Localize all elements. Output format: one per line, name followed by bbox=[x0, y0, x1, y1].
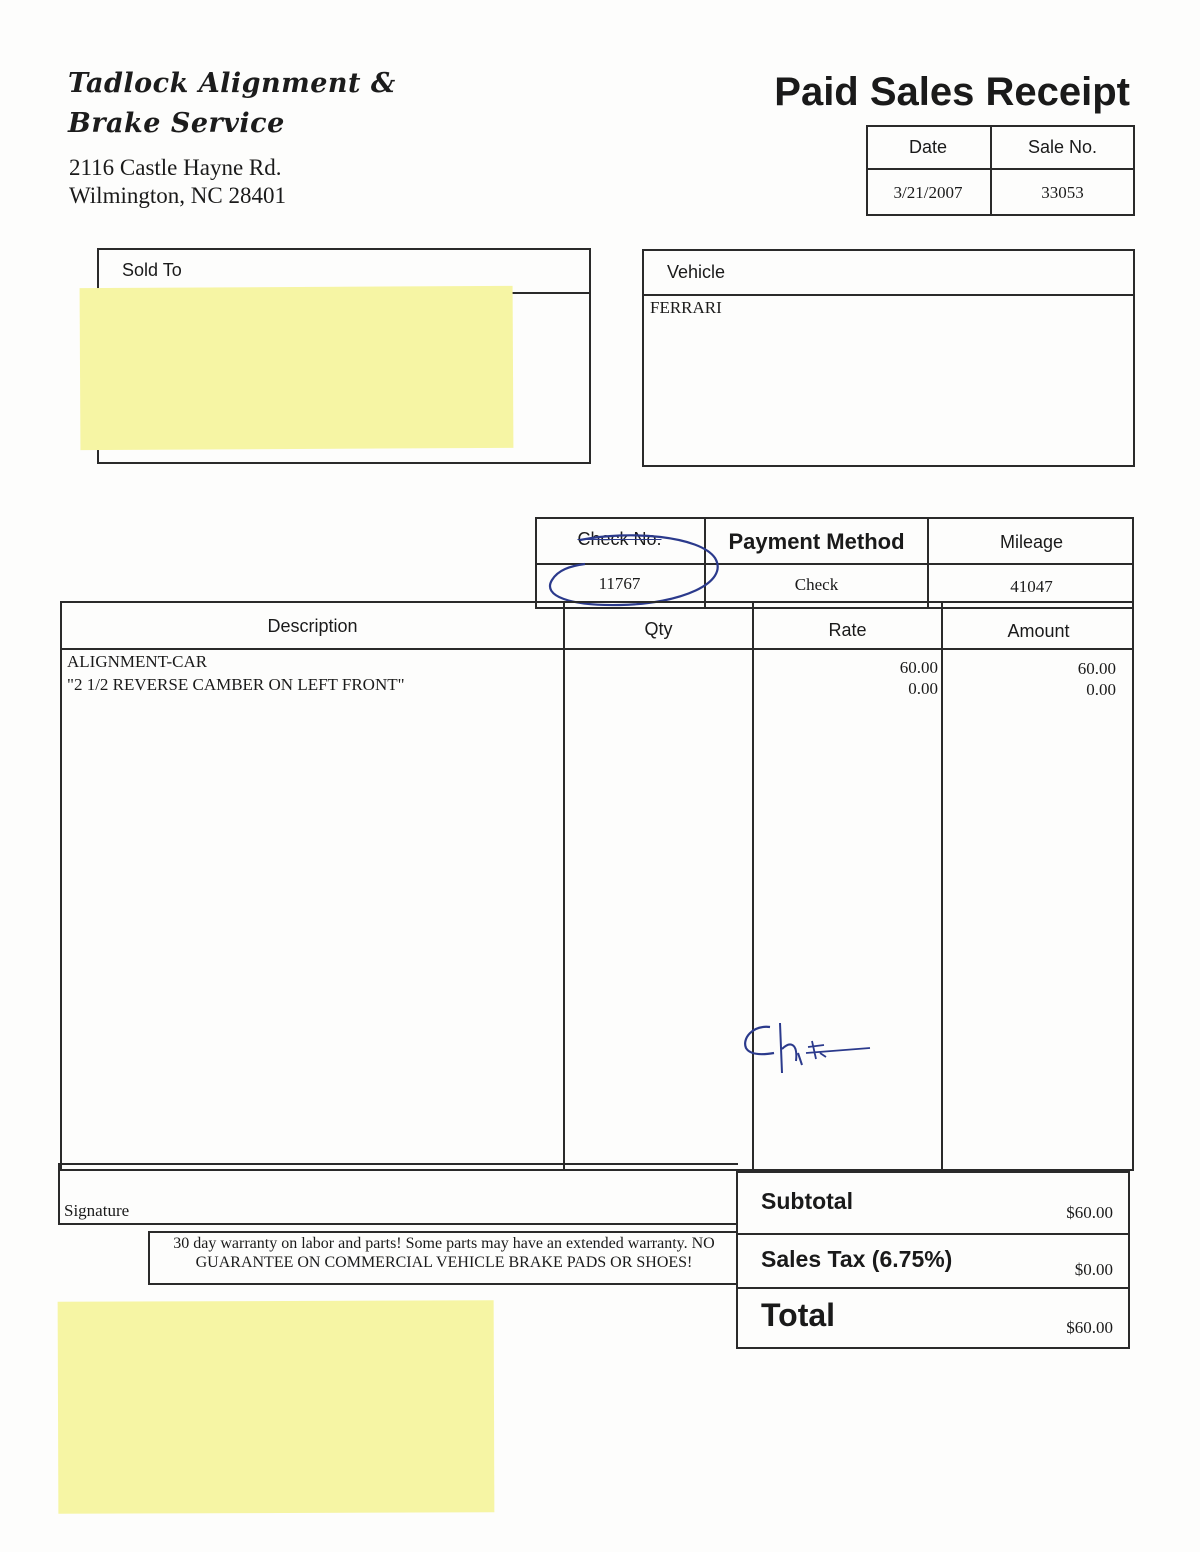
company-name bbox=[68, 64, 548, 144]
item-rate-col bbox=[754, 657, 938, 699]
vehicle-label: Vehicle bbox=[667, 262, 726, 282]
address-line1: 2116 Castle Hayne Rd. bbox=[69, 155, 282, 180]
item-description: "2 1/2 REVERSE CAMBER ON LEFT FRONT" bbox=[67, 675, 405, 694]
company-name-line1: Tadlock Alignment & bbox=[68, 68, 396, 99]
total-value: $60.00 bbox=[1066, 1318, 1113, 1337]
check-no-label: Check No. bbox=[577, 529, 662, 549]
payment-method-label: Payment Method bbox=[728, 529, 905, 554]
payment-method-value: Check bbox=[794, 575, 839, 594]
qty-header: Qty bbox=[644, 619, 673, 639]
divider bbox=[736, 1233, 1130, 1235]
sale-no-value: 33053 bbox=[1041, 183, 1084, 202]
rate-header: Rate bbox=[828, 620, 867, 640]
item-amount: 0.00 bbox=[1086, 680, 1116, 699]
date-label: Date bbox=[908, 137, 948, 157]
handwritten-initials bbox=[740, 1015, 875, 1080]
signature-label: Signature bbox=[64, 1201, 130, 1220]
item-amount: 60.00 bbox=[1077, 659, 1116, 678]
company-address bbox=[69, 154, 286, 210]
signature-box bbox=[58, 1163, 738, 1225]
total-label: Total bbox=[761, 1297, 836, 1333]
date-value: 3/21/2007 bbox=[893, 183, 963, 202]
check-no-value: 11767 bbox=[598, 574, 641, 593]
subtotal-value: $60.00 bbox=[1066, 1203, 1113, 1222]
warranty-box bbox=[148, 1231, 738, 1285]
subtotal-label: Subtotal bbox=[761, 1188, 853, 1214]
company-name-line2: Brake Service bbox=[68, 108, 285, 139]
divider bbox=[563, 601, 565, 1171]
divider bbox=[736, 1287, 1130, 1289]
divider bbox=[866, 168, 1135, 170]
item-rate: 60.00 bbox=[899, 658, 938, 677]
sales-tax-label: Sales Tax (6.75%) bbox=[761, 1246, 953, 1272]
item-rate: 0.00 bbox=[908, 679, 938, 698]
item-description-col bbox=[67, 650, 557, 696]
sold-to-label: Sold To bbox=[122, 260, 182, 280]
sale-no-label: Sale No. bbox=[1027, 137, 1098, 157]
vehicle-value: FERRARI bbox=[650, 298, 722, 317]
sales-tax-value: $0.00 bbox=[1074, 1260, 1113, 1279]
document-title: Paid Sales Receipt bbox=[774, 70, 1130, 114]
redaction-sticky-note bbox=[80, 286, 514, 450]
item-description: ALIGNMENT-CAR bbox=[67, 652, 208, 671]
mileage-value: 41047 bbox=[1010, 577, 1053, 596]
description-header: Description bbox=[267, 616, 358, 636]
address-line2: Wilmington, NC 28401 bbox=[69, 183, 286, 208]
amount-header: Amount bbox=[1007, 621, 1070, 641]
item-amount-col bbox=[943, 658, 1116, 700]
handwritten-circle bbox=[540, 528, 730, 610]
divider bbox=[642, 294, 1135, 296]
warranty-text: 30 day warranty on labor and parts! Some parts may have an extended warranty. NO GUARANTEE ON COMMERCIAL VEHICLE BRAKE PADS OR SHOES! bbox=[173, 1235, 715, 1271]
redaction-sticky-note bbox=[58, 1300, 495, 1514]
mileage-label: Mileage bbox=[999, 532, 1064, 552]
